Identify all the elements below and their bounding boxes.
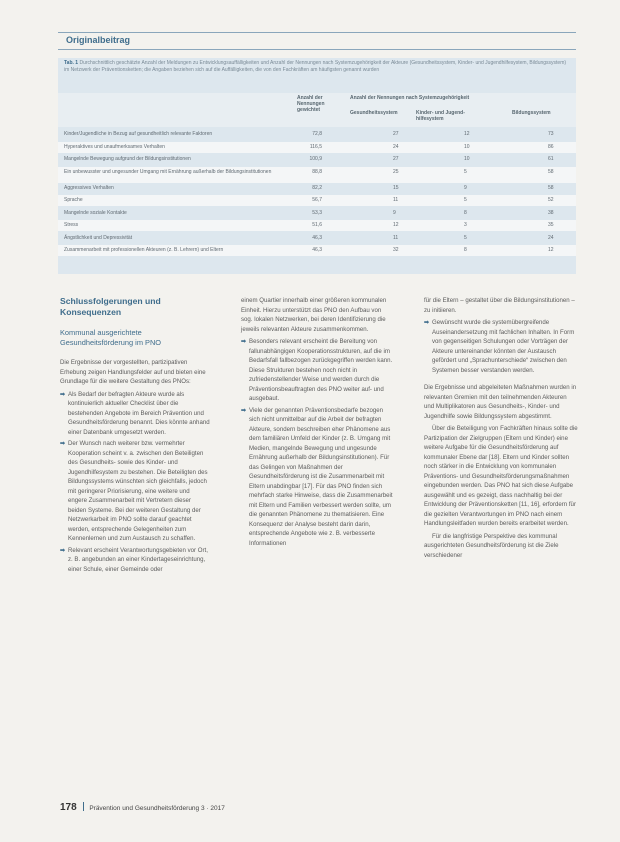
cell-count: 46,3 [312,234,322,241]
table-row [58,195,576,206]
section-label: Originalbeitrag [66,35,131,45]
row-label: Hyperaktives und unaufmerksames Verhalten [64,143,165,150]
cell-youth: 5 [464,234,467,241]
paragraph: Die Ergebnisse der vorgestellten, partizipativen Erhebung zeigen Handlungsfelder auf und bieten eine Grundlage für die weitere Gestaltung des PNOs: [60,359,206,385]
journal-name: Prävention und Gesundheitsförderung 3 · 2017 [89,805,225,812]
table-row [58,154,576,165]
row-label: Stress [64,222,79,228]
table-row [58,183,576,194]
arrow-icon: ➡ [424,319,430,326]
footer-divider [83,802,84,811]
cell-edu: 86 [548,143,554,150]
table-caption-label: Tab. 1 [64,60,79,66]
paragraph: für die Eltern – gestaltet über die Bildungsinstitutionen – zu initiieren. [424,297,575,314]
cell-youth: 12 [464,131,470,137]
table-row [58,208,576,219]
cell-count: 56,7 [312,197,322,203]
section-header [58,32,576,50]
sub-heading: Kommunal ausgerichtete Gesundheitsförderung im PNO [60,328,162,347]
cell-youth: 8 [464,209,467,216]
table-row [58,167,576,183]
cell-edu: 52 [548,197,554,203]
column-3 [424,296,578,816]
cell-count: 88,8 [312,168,322,175]
row-label: Ängstlichkeit und Depressivität [64,234,133,241]
header-health: Gesundheitssystem [350,110,398,116]
header-edu: Bildungssystem [512,110,551,116]
cell-edu: 24 [548,234,554,241]
table-row [58,129,576,140]
cell-count: 116,5 [309,143,322,150]
cell-youth: 10 [464,143,470,150]
cell-edu: 12 [548,247,554,253]
header-group: Anzahl der Nennungen nach Systemzugehörigkeit [350,95,470,101]
cell-count: 100,9 [309,156,322,162]
cell-count: 53,3 [312,209,322,216]
table-row [58,245,576,256]
page-footer [60,802,360,814]
table-caption-text: Durchschnittlich geschätzte Anzahl der Meldungen zu Entwicklungsauffälligkeiten und Anzahl der Nennungen nach Systemzugehörigkeit der Akteure (Gesundheitssystem, Kinder- und Jugendhilfesystem, Bildungssystem) im Netzwerk der Präventionsketten; die Angaben beziehen sich auf die Auffälligkeiten, die von den Fachkräften am häufigsten genannt wurden [64,60,567,73]
arrow-icon: ➡ [241,338,247,345]
cell-health: 27 [393,131,399,137]
cell-health: 12 [393,222,399,228]
cell-edu: 58 [548,168,554,175]
cell-youth: 8 [464,247,467,253]
page-number: 178 [60,802,77,813]
cell-health: 32 [393,247,399,253]
paragraph: Für die langfristige Perspektive des kommunal ausgerichteten Gesundheitsförderung ist die Ziele verschiedener [424,532,559,559]
row-label: Ein unbewusster und ungesunder Umgang mit Ernährung außerhalb der Bildungsinstitutionen [64,168,272,175]
cell-count: 72,8 [312,131,322,137]
cell-edu: 73 [548,131,554,137]
bullet-text: Besonders relevant erscheint die Bereitung von fallunabhängigen Kooperationsstrukturen, auf die im Bedarfsfall fallbezogen zurückgegriffen werden kann. Diese Strukturen bestehen noch nicht in zufriedenstellender Weise und werden durch die Präventionsbeauftragten des PNO weiter auf- und ausgebaut. [249,338,393,402]
table-row [58,142,576,153]
column-2 [241,296,393,816]
row-label: Aggressives Verhalten [64,184,114,191]
cell-health: 27 [393,156,399,162]
section-heading: Schlussfolgerungen und Konsequenzen [60,296,161,317]
cell-health: 25 [393,168,399,175]
bullet-text: Viele der genannten Präventionsbedarfe bezogen sich nicht unmittelbar auf die Arbeit der befragten Akteure, sondern beschreiben eher Phänomene aus dem familiären Umfeld der Kinder (z. B. Umgang mit Medien, mangelnde Bewegung und ungesunde Ernährung außerhalb der Bildungsinstitutionen). Für das Gelingen von Maßnahmen der Gesundheitsförderung ist die Zusammenarbeit mit Eltern unabdingbar [17]. Für das PNO finden sich mehrfach starke Hinweise, dass die Zusammenarbeit mit Eltern und Familien verbessert werden sollte, um die genannten Phänomene zu thematisieren. Eine Konsequenz der Analyse besteht darin darin, entsprechende Angebote wie z. B. verbesserte Informationen [249,406,393,547]
cell-youth: 9 [464,184,467,191]
cell-edu: 61 [548,156,554,162]
table-header [58,93,576,127]
arrow-icon: ➡ [60,390,66,398]
bullet-item [424,318,578,375]
table-row [58,220,576,231]
arrow-icon: ➡ [60,546,66,554]
cell-edu: 38 [548,209,554,216]
cell-edu: 58 [548,184,554,191]
bullet-text: Als Bedarf der befragten Akteure wurde als kontinuierlich aktueller Checklist über die bestehenden Angebote im Bereich Prävention und Gesundheitsförderung benannt. Dies könnte anhand einer Datenbank umgesetzt werden. [68,390,210,436]
cell-youth: 5 [464,197,467,203]
row-label: Sprache [64,197,83,203]
cell-youth: 10 [464,156,470,162]
cell-health: 24 [393,143,399,150]
cell-edu: 35 [548,222,554,228]
table-caption [64,60,572,90]
table-row [58,233,576,244]
bullet-text: Relevant erscheint Verantwortungsgebieten vor Ort, z. B. angebunden an einer Kindertageseinrichtung, einer Schule, einer Gemeinde oder [68,546,208,573]
bullet-item [241,406,393,549]
bullet-text: Der Wunsch nach weiterer bzw. vermehrter Kooperation scheint v. a. zwischen den Beteiligten des Gesundheits- sowie des Kinder- und Jugendhilfesystem zu bestehen. Die Beteiligten des Bildungssystems wünschten sich gleichfalls, jedoch mit geringerer Priorisierung, eine weitere und engere Zusammenarbeit mit Vertretern dieser beiden Systeme. Bei der weiteren Gestaltung der Netzwerkarbeit im PNO sollte darauf geachtet werden, entsprechende Gelegenheiten zum Kennenlernen und zum Austausch zu schaffen. [68,440,208,542]
row-label: Zusammenarbeit mit professionellen Akteuren (z. B. Lehrern) und Eltern [64,247,224,253]
paragraph: einem Quartier innerhalb einer größeren kommunalen Einheit. Hierzu unterstützt das PNO den Aufbau von sog. lokalen Netzwerken, bei deren Identifizierung die jeweils relevanten Akteure zusammenkommen. [241,297,387,333]
row-label: Kinder/Jugendliche in Bezug auf gesundheitlich relevante Faktoren [64,131,213,137]
column-1 [60,296,210,816]
bullet-item [241,337,393,404]
row-label: Mangelnde soziale Kontakte [64,209,127,216]
cell-health: 11 [393,197,399,203]
arrow-icon: ➡ [60,440,66,447]
paragraph: Über die Beteiligung von Fachkräften hinaus sollte die Partizipation der Zielgruppen (Eltern und Kinder) eine weitere Aufgabe für die Gesundheitsförderung auf kommunaler Ebene dar [18]. Eltern und Kinder sollten noch stärker in die Entwicklung von kommunalen Präventions- und Gesundheitsförderungsmaßnahmen eingebunden werden. Das PNO hat sich diese Aufgabe ausgewählt und es gezeigt, dass nachhaltig bei der Entwicklung der Präventionsketten [11, 16], erfordern für die gezielten Verantwortungen im PNO nach einem Handlungsleitfaden wurden bereits erarbeitet werden. [424,425,578,527]
cell-health: 9 [393,209,396,216]
bullet-item [60,546,210,575]
cell-health: 11 [393,234,399,241]
cell-count: 82,2 [312,184,322,191]
cell-count: 46,3 [312,247,322,253]
bullet-text: Gewünscht wurde die systemübergreifende Auseinandersetzung mit fachlichen Inhalten. In Form von gegenseitigen Schulungen oder Vorträgen der Akteure untereinander könnten der Austausch gefördert und „Sprachunterschiede“ zwischen den Systemen besser verstanden werden. [432,319,575,374]
cell-youth: 5 [464,168,467,175]
cell-health: 15 [393,184,399,191]
arrow-icon: ➡ [241,406,247,414]
cell-youth: 3 [464,222,467,228]
bullet-item [60,439,210,544]
header-count: Anzahl der Nennungen gewichtet [297,95,325,113]
cell-count: 51,6 [312,222,322,228]
header-youth: Kinder- und Jugend-hilfesystem [416,110,465,122]
row-label: Mangelnde Bewegung aufgrund der Bildungsinstitutionen [64,156,191,162]
bullet-item [60,390,210,438]
paragraph: Die Ergebnisse und abgeleiteten Maßnahmen wurden in relevanten Gremien mit den teilnehmenden Akteuren und Multiplikatoren aus Gesundheits-, Kinder- und Jugendhilfe sowie Bildungssystem abgestimmt. [424,384,577,420]
